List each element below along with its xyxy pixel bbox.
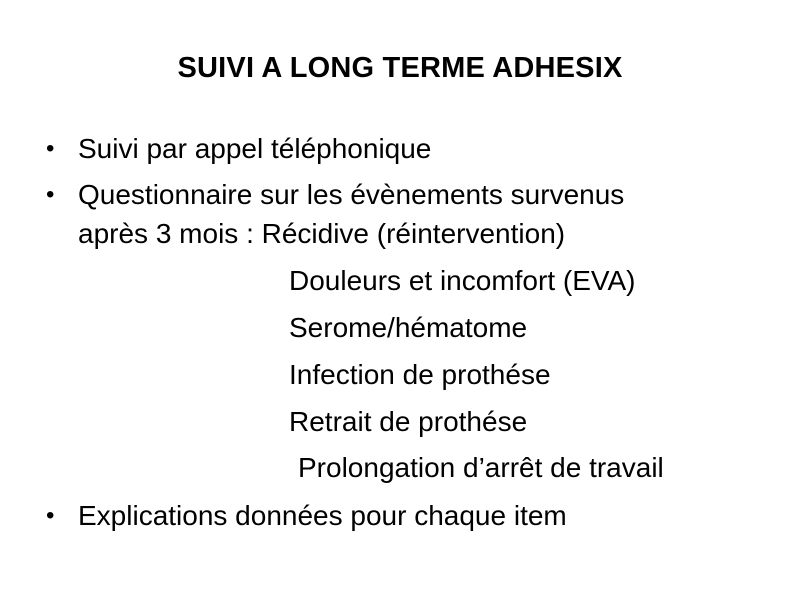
sub-item-sick-leave: Prolongation d’arrêt de travail: [298, 452, 664, 483]
bullet-text: Explications données pour chaque item: [78, 500, 567, 531]
sub-item-pain: Douleurs et incomfort (EVA): [289, 265, 636, 296]
bullet-dot-icon: •: [46, 181, 55, 208]
bullet-text-line1: Questionnaire sur les évènements survenus: [78, 179, 625, 210]
sub-item-infection: Infection de prothése: [289, 359, 551, 390]
bullet-text: Suivi par appel téléphonique: [78, 133, 432, 164]
bullet-dot-icon: •: [46, 135, 55, 162]
bullet-dot-icon: •: [46, 502, 55, 529]
bullet-text-line2: après 3 mois : Récidive (réintervention): [78, 218, 566, 249]
slide-title: SUIVI A LONG TERME ADHESIX: [177, 52, 623, 84]
sub-item-seroma: Serome/hématome: [289, 312, 528, 343]
sub-item-removal: Retrait de prothése: [289, 406, 528, 437]
